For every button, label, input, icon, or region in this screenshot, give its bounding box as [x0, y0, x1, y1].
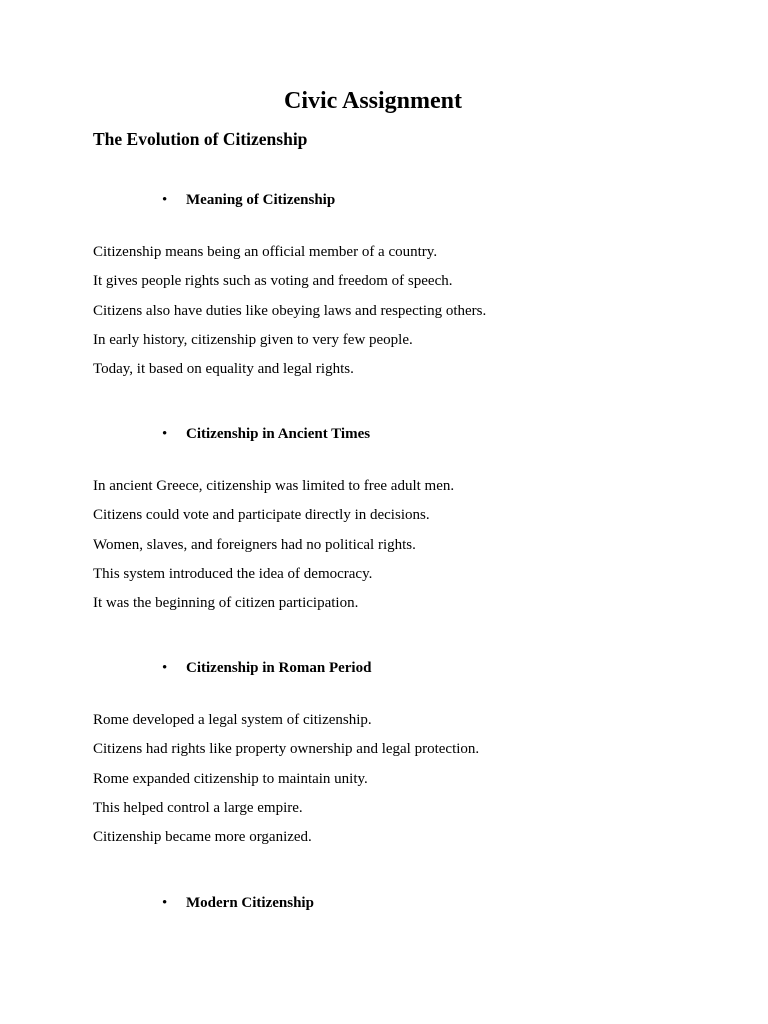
paragraph-line: It was the beginning of citizen participation.	[93, 595, 359, 611]
bullet-icon: •	[162, 660, 168, 676]
section-heading: Meaning of Citizenship	[186, 192, 336, 208]
paragraph-line: This system introduced the idea of democracy.	[93, 565, 373, 582]
section-bullet-item	[0, 658, 768, 678]
section-bullet-item	[0, 893, 768, 913]
paragraph-line: Rome developed a legal system of citizenship.	[93, 712, 372, 728]
paragraph-line: Citizenship became more organized.	[93, 829, 312, 845]
paragraph-line: Women, slaves, and foreigners had no political rights.	[93, 536, 416, 553]
paragraph-line: This helped control a large empire.	[93, 799, 303, 816]
bullet-icon: •	[162, 895, 168, 911]
section-heading: Citizenship in Roman Period	[186, 660, 372, 676]
paragraph-line: In ancient Greece, citizenship was limited to free adult men.	[93, 478, 455, 494]
section-bullet-item	[0, 424, 768, 444]
section-paragraph	[93, 706, 479, 852]
paragraph-line: In early history, citizenship given to very few people.	[93, 331, 413, 348]
paragraph-line: It gives people rights such as voting and freedom of speech.	[93, 273, 453, 290]
section-bullet-item	[0, 190, 768, 210]
section-heading: Citizenship in Ancient Times	[186, 426, 371, 442]
section-paragraph	[93, 472, 454, 618]
paragraph-line: Citizens had rights like property ownership and legal protection.	[93, 741, 480, 758]
document-subtitle: The Evolution of Citizenship	[93, 129, 308, 149]
paragraph-line: Today, it based on equality and legal rights.	[93, 361, 354, 377]
section-paragraph	[93, 238, 486, 384]
paragraph-line: Citizens could vote and participate directly in decisions.	[93, 507, 430, 524]
paragraph-line: Citizenship means being an official member of a country.	[93, 244, 438, 260]
section-heading: Modern Citizenship	[186, 895, 314, 911]
document-title: Civic Assignment	[283, 88, 462, 114]
paragraph-line: Citizens also have duties like obeying laws and respecting others.	[93, 302, 487, 319]
bullet-icon: •	[162, 192, 168, 208]
bullet-icon: •	[162, 426, 168, 442]
paragraph-line: Rome expanded citizenship to maintain unity.	[93, 770, 368, 787]
